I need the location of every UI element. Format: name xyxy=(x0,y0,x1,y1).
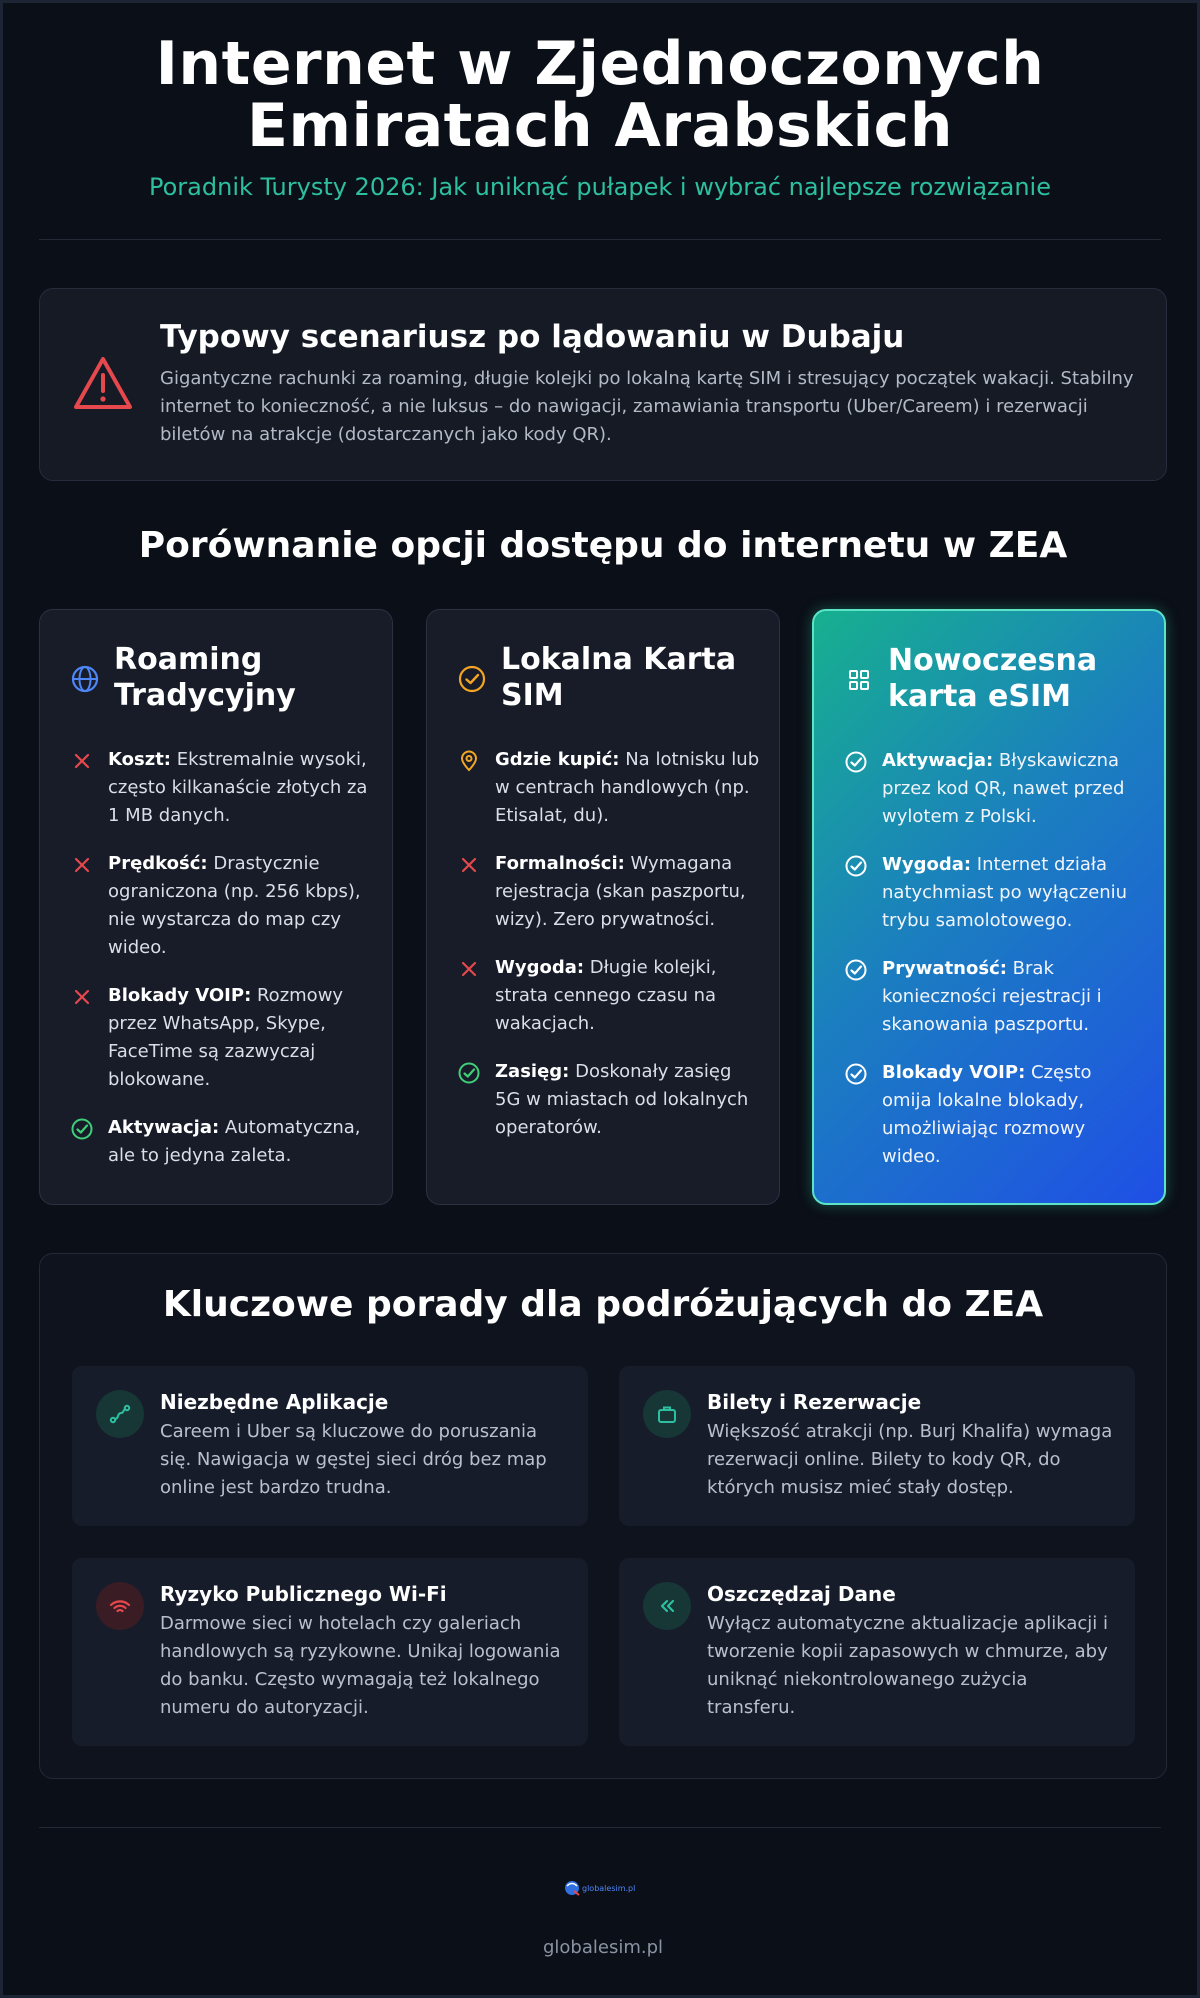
card-title-line: Tradycyjny xyxy=(114,678,296,713)
card-local-sim-items xyxy=(457,746,761,1162)
page-header xyxy=(3,3,1197,201)
comparison-title: Porównanie opcji dostępu do internetu w ZEA xyxy=(138,525,1068,566)
x-icon xyxy=(70,853,94,877)
list-item xyxy=(70,982,374,1094)
check-circle-icon xyxy=(844,958,868,982)
item-label: Koszt: xyxy=(108,749,171,770)
card-roaming-title xyxy=(114,642,296,714)
card-esim xyxy=(812,609,1166,1205)
tip-apps xyxy=(72,1366,588,1526)
tip-wifi-icon-wrap xyxy=(96,1582,144,1630)
x-icon xyxy=(70,985,94,1009)
tip-data xyxy=(619,1558,1135,1746)
item-text: Automatyczna, ale to jedyna zaleta. xyxy=(108,1117,361,1166)
card-title-line: karta eSIM xyxy=(888,679,1071,714)
item-label: Blokady VOIP: xyxy=(882,1062,1026,1083)
tip-data-icon-wrap xyxy=(643,1582,691,1630)
card-esim-header xyxy=(844,643,1148,723)
globe-icon xyxy=(70,664,100,694)
list-item xyxy=(457,954,761,1038)
item-text: Rozmowy przez WhatsApp, Skype, FaceTime są zazwyczaj blokowane. xyxy=(108,985,344,1090)
check-circle-icon xyxy=(844,1062,868,1086)
check-circle-icon xyxy=(844,750,868,774)
item-text: Długie kolejki, strata cennego czasu na wakacjach. xyxy=(495,957,717,1034)
tips-title: Kluczowe porady dla podróżujących do ZEA xyxy=(162,1284,1044,1325)
chevrons-left-icon xyxy=(655,1594,679,1618)
route-icon xyxy=(108,1402,132,1426)
item-text: Ekstremalnie wysoki, często kilkanaście złotych za 1 MB danych. xyxy=(108,749,368,826)
list-item xyxy=(70,746,374,830)
check-circle-icon xyxy=(457,664,487,694)
card-title-line: Lokalna Karta xyxy=(501,642,737,677)
tip-wifi xyxy=(72,1558,588,1746)
scenario-text: Gigantyczne rachunki za roaming, długie kolejki po lokalną kartę SIM i stresujący początek wakacji. Stabilny internet to konieczność, a nie luksus – do nawigacji, zamawiania transportu (Uber/Careem) i rezerwacji biletów na atrakcje (dostarczanych jako kody QR). xyxy=(160,368,1134,445)
map-pin-icon xyxy=(457,749,481,773)
card-roaming xyxy=(39,609,393,1205)
footer-site[interactable]: globalesim.pl xyxy=(542,1937,664,1958)
item-text: Wymagana rejestracja (skan paszportu, wizy). Zero prywatności. xyxy=(495,853,746,930)
item-label: Prywatność: xyxy=(882,958,1007,979)
scenario-title: Typowy scenariusz po lądowaniu w Dubaju xyxy=(160,319,905,355)
page-subtitle: Poradnik Turysty 2026: Jak uniknąć pułapek i wybrać najlepsze rozwiązanie xyxy=(149,173,1051,201)
item-label: Aktywacja: xyxy=(108,1117,220,1138)
item-label: Zasięg: xyxy=(495,1061,570,1082)
page-title-line1: Internet w Zjednoczonych xyxy=(155,29,1045,99)
list-item xyxy=(844,1059,1146,1171)
list-item xyxy=(844,747,1146,831)
qr-grid-icon xyxy=(844,665,874,695)
tips-section xyxy=(39,1253,1167,1779)
card-title-line: Roaming xyxy=(114,642,263,677)
card-local-sim xyxy=(426,609,780,1205)
x-icon xyxy=(457,853,481,877)
item-label: Gdzie kupić: xyxy=(495,749,620,770)
item-text: Często omija lokalne blokady, umożliwiając rozmowy wideo. xyxy=(882,1062,1092,1167)
tip-data-title: Oszczędzaj Dane xyxy=(707,1582,896,1606)
item-label: Formalności: xyxy=(495,853,625,874)
item-label: Prędkość: xyxy=(108,853,208,874)
header-divider xyxy=(39,239,1161,240)
tip-apps-icon-wrap xyxy=(96,1390,144,1438)
list-item xyxy=(844,851,1146,935)
list-item xyxy=(70,1114,374,1170)
tip-wifi-title: Ryzyko Publicznego Wi-Fi xyxy=(160,1582,447,1606)
tip-tickets-text: Większość atrakcji (np. Burj Khalifa) wymaga rezerwacji online. Bilety to kody QR, do których musisz mieć stały dostęp. xyxy=(707,1421,1113,1498)
item-text: Na lotnisku lub w centrach handlowych (np. Etisalat, du). xyxy=(495,749,760,826)
check-circle-icon xyxy=(457,1061,481,1085)
x-icon xyxy=(457,957,481,981)
page-title xyxy=(3,29,1197,161)
card-title-line: SIM xyxy=(501,678,564,713)
list-item xyxy=(457,850,761,934)
tip-wifi-text: Darmowe sieci w hotelach czy galeriach handlowych są ryzykowne. Unikaj logowania do banku. Często wymagają też lokalnego numeru do autoryzacji. xyxy=(160,1613,561,1718)
tip-tickets-title: Bilety i Rezerwacje xyxy=(707,1390,922,1414)
item-text: Błyskawiczna przez kod QR, nawet przed wylotem z Polski. xyxy=(882,750,1125,827)
list-item xyxy=(70,850,374,962)
item-label: Aktywacja: xyxy=(882,750,994,771)
item-text: Internet działa natychmiast po wyłączeniu trybu samolotowego. xyxy=(882,854,1128,931)
card-title-line: Nowoczesna xyxy=(888,643,1098,678)
list-item xyxy=(844,955,1146,1039)
item-label: Wygoda: xyxy=(882,854,972,875)
scenario-box xyxy=(39,288,1167,481)
check-circle-icon xyxy=(844,854,868,878)
page-title-line2: Emiratach Arabskich xyxy=(247,91,953,161)
card-esim-items xyxy=(844,747,1146,1191)
card-esim-title xyxy=(888,643,1097,715)
briefcase-icon xyxy=(655,1402,679,1426)
item-text: Doskonały zasięg 5G w miastach od lokalnych operatorów. xyxy=(495,1061,749,1138)
tip-tickets-icon-wrap xyxy=(643,1390,691,1438)
list-item xyxy=(457,746,761,830)
item-text: Drastycznie ograniczona (np. 256 kbps), nie wystarcza do map czy wideo. xyxy=(108,853,361,958)
wifi-warning-icon xyxy=(108,1594,132,1618)
card-roaming-header xyxy=(70,642,376,722)
logo-text: globalesim.pl xyxy=(582,1884,636,1893)
list-item xyxy=(457,1058,761,1142)
card-roaming-items xyxy=(70,746,374,1190)
footer-divider xyxy=(39,1827,1161,1828)
globalesim-logo xyxy=(563,1877,643,1899)
item-label: Wygoda: xyxy=(495,957,585,978)
tip-data-text: Wyłącz automatyczne aktualizacje aplikacji i tworzenie kopii zapasowych w chmurze, aby uniknąć niekontrolowanego zużycia transferu. xyxy=(707,1613,1109,1718)
x-icon xyxy=(70,749,94,773)
item-text: Brak konieczności rejestracji i skanowania paszportu. xyxy=(882,958,1102,1035)
card-local-sim-title xyxy=(501,642,736,714)
check-circle-icon xyxy=(70,1117,94,1141)
tip-apps-title: Niezbędne Aplikacje xyxy=(160,1390,389,1414)
card-local-sim-header xyxy=(457,642,763,722)
tip-apps-text: Careem i Uber są kluczowe do poruszania się. Nawigacja w gęstej sieci dróg bez map online jest bardzo trudna. xyxy=(160,1421,547,1498)
tip-tickets xyxy=(619,1366,1135,1526)
item-label: Blokady VOIP: xyxy=(108,985,252,1006)
warning-triangle-icon xyxy=(72,355,134,411)
